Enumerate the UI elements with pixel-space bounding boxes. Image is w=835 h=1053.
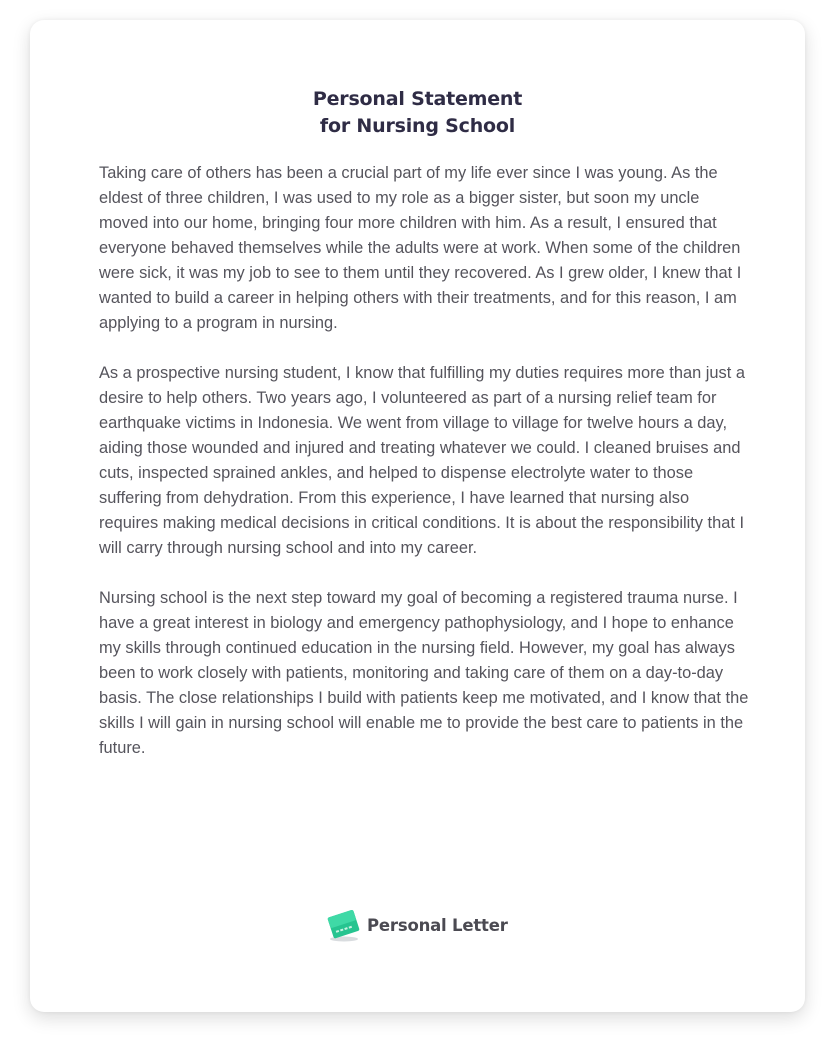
paragraph-2: As a prospective nursing student, I know that fulfilling my duties requires more than just a desire to help others. Two years ago, I volunteered as part of a nursing relief team for earthquake victims in Indonesia. We went from village to village for twelve hours a day, aiding those wounded and injured and treating whatever we could. I cleaned bruises and cuts, inspected sprained ankles, and helped to dispense electrolyte water to those suffering from dehydration. From this experience, I have learned that nursing also requires making medical decisions in critical conditions. It is about the responsibility that I will carry through nursing school and into my career. — [99, 364, 745, 557]
paragraph-3: Nursing school is the next step toward my goal of becoming a registered trauma nurse. I have a great interest in biology and emergency pathophysiology, and I hope to enhance my skills through continued education in the nursing field. However, my goal has always been to work closely with patients, monitoring and taking care of them on a day-to-day basis. The close relationships I build with patients keep me motivated, and I know that the skills I will gain in nursing school will enable me to provide the best care to patients in the future. — [99, 589, 749, 757]
letter-card-icon — [327, 907, 361, 943]
title-line-2: for Nursing School — [319, 115, 516, 137]
brand-name: Personal Letter — [367, 915, 508, 935]
page-title — [30, 86, 805, 140]
brand-footer — [327, 907, 508, 943]
title-line-1: Personal Statement — [312, 88, 523, 110]
statement-body — [99, 161, 749, 786]
paragraph-1: Taking care of others has been a crucial part of my life ever since I was young. As the eldest of three children, I was used to my role as a bigger sister, but soon my uncle moved into our home, bringing four more children with him. As a result, I ensured that everyone behaved themselves while the adults were at work. When some of the children were sick, it was my job to see to them until they recovered. As I grew older, I knew that I wanted to build a career in helping others with their treatments, and for this reason, I am applying to a program in nursing. — [99, 164, 742, 332]
document-page — [30, 20, 805, 1012]
